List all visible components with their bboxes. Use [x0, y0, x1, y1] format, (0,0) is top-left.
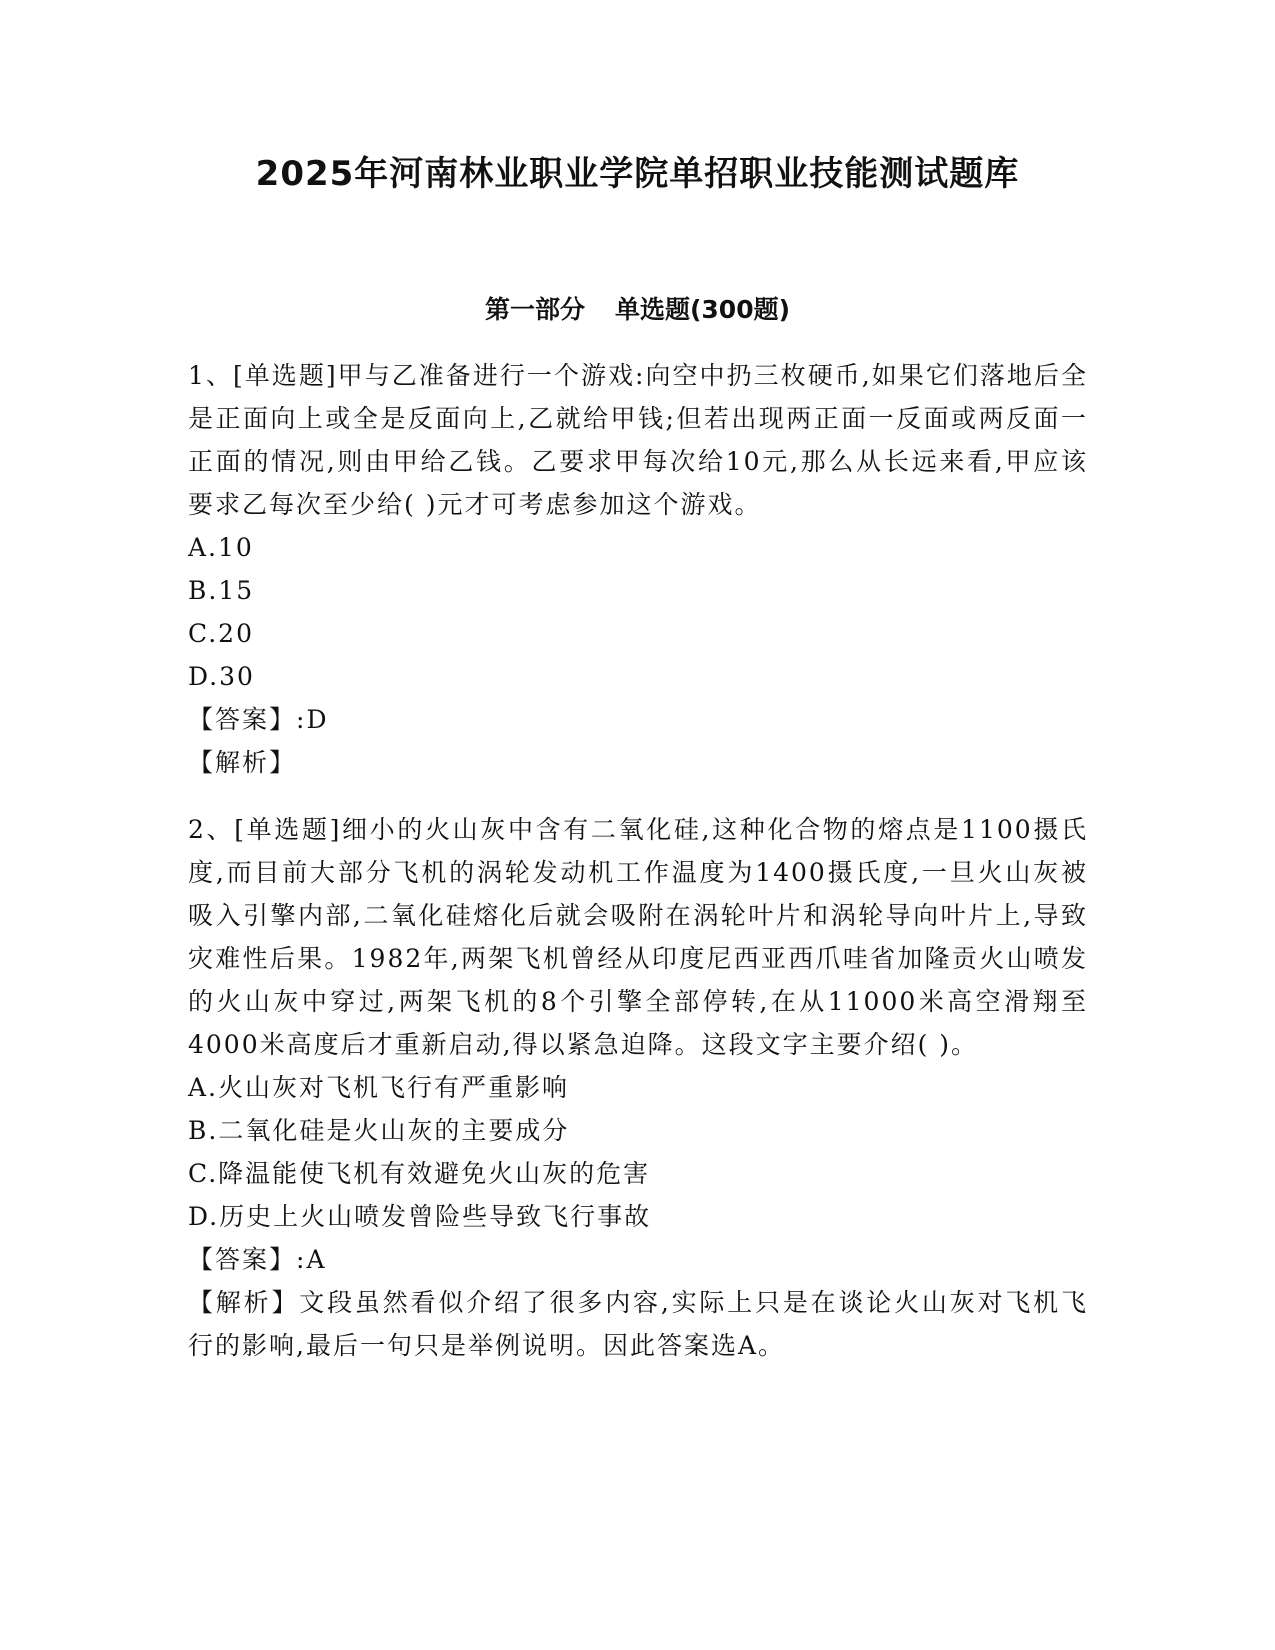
- section-part: 第一部分: [484, 295, 585, 324]
- document-title: 2025年河南林业职业学院单招职业技能测试题库: [255, 154, 1020, 194]
- answer-line: [188, 698, 1088, 741]
- question-stem: 1、[单选题]甲与乙准备进行一个游戏:向空中扔三枚硬币,如果它们落地后全是正面向上或全是反面向上,乙就给甲钱;但若出现两正面一反面或两反面一正面的情况,则由甲给乙钱。乙要求甲每次给10元,那么从长远来看,甲应该要求乙每次至少给( )元才可考虑参加这个游戏。: [188, 361, 1088, 519]
- option-c: C.降温能使飞机有效避免火山灰的危害: [188, 1159, 651, 1188]
- analysis-text: 文段虽然看似介绍了很多内容,实际上只是在谈论火山灰对飞机飞行的影响,最后一句只是举例说明。因此答案选A。: [188, 1288, 1088, 1360]
- option-a: A.火山灰对飞机飞行有严重影响: [188, 1073, 570, 1102]
- analysis-label: 【解析】: [188, 748, 297, 777]
- option-b: B.15: [188, 576, 255, 605]
- analysis-label: 【解析】: [188, 1288, 300, 1317]
- answer-value: A: [306, 1245, 327, 1274]
- option-d: D.30: [188, 662, 255, 691]
- option-d: D.历史上火山喷发曾险些导致飞行事故: [188, 1202, 652, 1231]
- option-a: A.10: [188, 533, 254, 562]
- answer-line: [188, 1238, 1088, 1281]
- question-2: [188, 808, 1088, 1367]
- section-heading: [0, 292, 1275, 328]
- section-name: 单选题(300题): [614, 295, 791, 324]
- option-c: C.20: [188, 619, 254, 648]
- question-1: [188, 354, 1088, 784]
- question-stem: 2、[单选题]细小的火山灰中含有二氧化硅,这种化合物的熔点是1100摄氏度,而目前大部分飞机的涡轮发动机工作温度为1400摄氏度,一旦火山灰被吸入引擎内部,二氧化硅熔化后就会吸附在涡轮叶片和涡轮导向叶片上,导致灾难性后果。1982年,两架飞机曾经从印度尼西亚西爪哇省加隆贡火山喷发的火山灰中穿过,两架飞机的8个引擎全部停转,在从11000米高空滑翔至4000米高度后才重新启动,得以紧急迫降。这段文字主要介绍( )。: [188, 815, 1088, 1059]
- option-b: B.二氧化硅是火山灰的主要成分: [188, 1116, 570, 1145]
- answer-label: 【答案】:: [188, 1245, 307, 1274]
- answer-value: D: [306, 705, 329, 734]
- answer-label: 【答案】:: [188, 705, 307, 734]
- analysis-line: [188, 741, 1088, 784]
- analysis-line: [188, 1281, 1088, 1367]
